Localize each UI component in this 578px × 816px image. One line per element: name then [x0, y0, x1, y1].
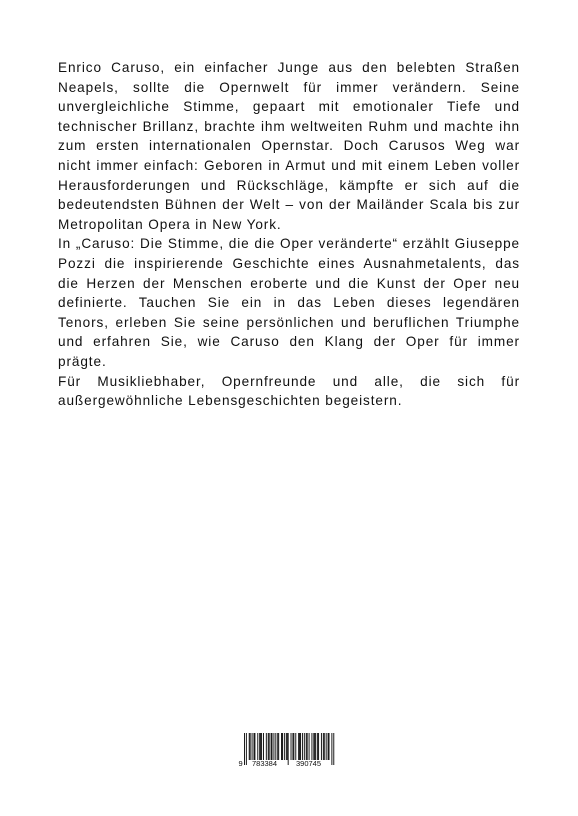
barcode-bar — [271, 733, 272, 760]
barcode-bar — [304, 733, 305, 760]
barcode-bar — [268, 733, 269, 760]
barcode-bar — [300, 733, 301, 760]
barcode-bar — [269, 733, 270, 760]
barcode-bar — [284, 733, 285, 760]
barcode-bar — [326, 733, 327, 760]
barcode-bar — [254, 733, 255, 760]
barcode-bar — [282, 733, 283, 760]
blurb-paragraph-3: Für Musikliebhaber, Opernfreunde und alle, die sich für außergewöhnliche Lebensgeschichten begeistern. — [58, 373, 520, 409]
barcode-bar — [317, 733, 318, 760]
barcode-bar — [333, 733, 334, 765]
barcode-bar — [323, 733, 324, 760]
barcode-bar — [252, 733, 253, 760]
barcode-bar — [315, 733, 316, 760]
barcode-bar — [286, 733, 287, 760]
isbn-barcode — [238, 733, 338, 769]
barcode-bar — [318, 733, 319, 760]
barcode-bar — [244, 733, 245, 765]
barcode-bar — [254, 733, 255, 760]
barcode-bar — [246, 733, 247, 765]
barcode-bar — [263, 733, 264, 760]
barcode-right-group: 390745 — [296, 759, 322, 768]
barcode-bar — [266, 733, 267, 760]
barcode-bar — [302, 733, 303, 760]
barcode-bar — [306, 733, 307, 760]
barcode-left-group: 783384 — [252, 759, 278, 768]
blurb-text — [58, 58, 520, 411]
barcode-bar — [250, 733, 251, 760]
barcode-bar — [278, 733, 279, 760]
barcode-bar — [328, 733, 329, 760]
barcode-bar — [288, 733, 289, 765]
barcode-bar — [309, 733, 310, 760]
barcode-bar — [329, 733, 330, 760]
barcode-bar — [324, 733, 325, 760]
barcode-bar — [321, 733, 322, 760]
blurb-paragraph-1: Enrico Caruso, ein einfacher Junge aus den belebten Straßen Neapels, sollte die Opernwelt für immer verändern. Seine unvergleichliche Stimme, gepaart mit emotionaler Tiefe und technischer Brillanz, brachte ihm weltweiten Ruhm und machte ihn zum ersten internationalen Opernstar. Doch Carusos Weg war nicht immer einfach: Geboren in Armut und mit einem Leben voller Herausforderungen und Rückschläge, kämpfte er sich auf die bedeutendsten Bühnen der Welt – von der Mailänder Scala bis zur Metropolitan Opera in New York. — [58, 60, 520, 232]
barcode-bar — [313, 733, 314, 760]
barcode-bar — [277, 733, 278, 760]
barcode-bar — [307, 733, 308, 760]
barcode-bar — [314, 733, 315, 760]
barcode-bar — [295, 733, 296, 760]
barcode-bar — [275, 733, 276, 760]
barcode-bar — [272, 733, 273, 760]
barcode-bar — [259, 733, 260, 760]
blurb-paragraph-2: In „Caruso: Die Stimme, die die Oper veränderte“ erzählt Giuseppe Pozzi die inspirierende Geschichte eines Ausnahmetalents, das die Herzen der Menschen eroberte und die Kunst der Oper neu definierte. Tauchen Sie ein in das Leben dieses legendären Tenors, erleben Sie seine persönlichen und beruflichen Triumphe und erfahren Sie, wie Caruso den Klang der Oper für immer prägte. — [58, 236, 520, 369]
barcode-bar — [287, 733, 288, 760]
barcode-bar — [273, 733, 274, 760]
barcode-bar — [260, 733, 261, 760]
barcode-bar — [299, 733, 300, 760]
barcode-bar — [292, 733, 293, 760]
barcode-bar — [298, 733, 299, 760]
barcode-bar — [249, 733, 250, 760]
barcode-bar — [261, 733, 262, 760]
barcode-bar — [291, 733, 292, 760]
barcode-bar — [311, 733, 312, 760]
barcode-bar — [257, 733, 258, 760]
barcode-bar — [281, 733, 282, 760]
barcode-lead-digit: 9 — [238, 759, 243, 768]
barcode-bar — [331, 733, 332, 765]
barcode-graphic — [238, 733, 338, 769]
barcode-bar — [293, 733, 294, 760]
